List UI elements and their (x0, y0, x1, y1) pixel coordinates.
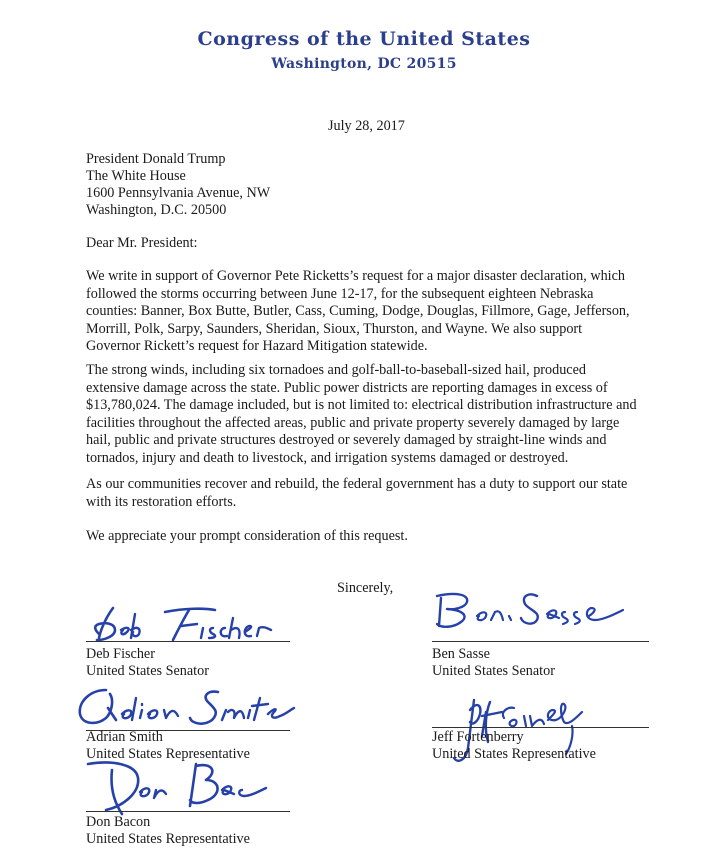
paragraph-line: tornados, injury and death to livestock, and irrigation systems damaged or destroyed. (86, 449, 569, 466)
body-paragraph-3 (86, 476, 686, 511)
body-paragraph-1 (86, 268, 686, 356)
paragraph-line: followed the storms occurring between June 12-17, for the subsequent eighteen Nebraska (86, 285, 594, 302)
signature-deb-fischer (85, 600, 285, 645)
signature-line (432, 727, 649, 728)
signatory-title: United States Senator (86, 663, 209, 679)
recipient-city: Washington, D.C. 20500 (86, 202, 227, 218)
signatory-name: Adrian Smith (86, 729, 163, 745)
paragraph-line: hail, public and private structures destroyed or severely damaged by straight-line winds and (86, 432, 607, 449)
paragraph-line: extensive damage across the state. Public power districts are reporting damages in excess of (86, 379, 608, 396)
recipient-street: 1600 Pennsylvania Avenue, NW (86, 185, 271, 201)
body-paragraph-2 (86, 362, 686, 468)
letterhead-city: Washington, DC 20515 (271, 56, 457, 72)
paragraph-line: $13,780,024. The damage included, but is not limited to: electrical distribution infrastructure and (86, 397, 637, 414)
paragraph-line: facilities throughout the affected areas, public and private property severely damaged by large (86, 414, 620, 431)
signature-line (86, 641, 290, 642)
signature-adrian-smith (72, 680, 297, 735)
signature-ben-sasse (425, 582, 640, 642)
paragraph-line: We appreciate your prompt consideration of this request. (86, 528, 408, 544)
signature-line (86, 811, 290, 812)
signatory-title: United States Representative (86, 831, 250, 847)
body-paragraph-4 (86, 528, 686, 546)
signatory-name: Ben Sasse (432, 646, 490, 662)
signatory-name: Don Bacon (86, 814, 151, 830)
signatory-title: United States Senator (432, 663, 555, 679)
paragraph-line: Morrill, Polk, Sarpy, Saunders, Sheridan, Sioux, Thurston, and Wayne. We also support (86, 320, 583, 337)
signatory-name: Jeff Fortenberry (432, 729, 524, 745)
paragraph-line: As our communities recover and rebuild, the federal government has a duty to support our state (86, 476, 628, 492)
closing: Sincerely, (337, 580, 394, 596)
letterhead-title: Congress of the United States (197, 28, 531, 50)
paragraph-line: with its restoration efforts. (86, 493, 237, 510)
recipient-org: The White House (86, 168, 186, 184)
salutation: Dear Mr. President: (86, 235, 198, 251)
signatory-title: United States Representative (86, 746, 250, 762)
signatory-title: United States Representative (432, 746, 596, 762)
paragraph-line: Governor Rickett’s request for Hazard Mitigation statewide. (86, 338, 428, 355)
paragraph-line: counties: Banner, Box Butte, Butler, Cass, Cuming, Dodge, Douglas, Fillmore, Gage, Jefferson, (86, 303, 630, 320)
signature-line (432, 641, 649, 642)
recipient-name: President Donald Trump (86, 151, 226, 167)
signatory-name: Deb Fischer (86, 646, 155, 662)
paragraph-line: The strong winds, including six tornadoes and golf-ball-to-baseball-sized hail, produced (86, 362, 586, 378)
paragraph-line: We write in support of Governor Pete Ricketts’s request for a major disaster declaration, which (86, 268, 626, 284)
letter-date: July 28, 2017 (328, 118, 405, 134)
